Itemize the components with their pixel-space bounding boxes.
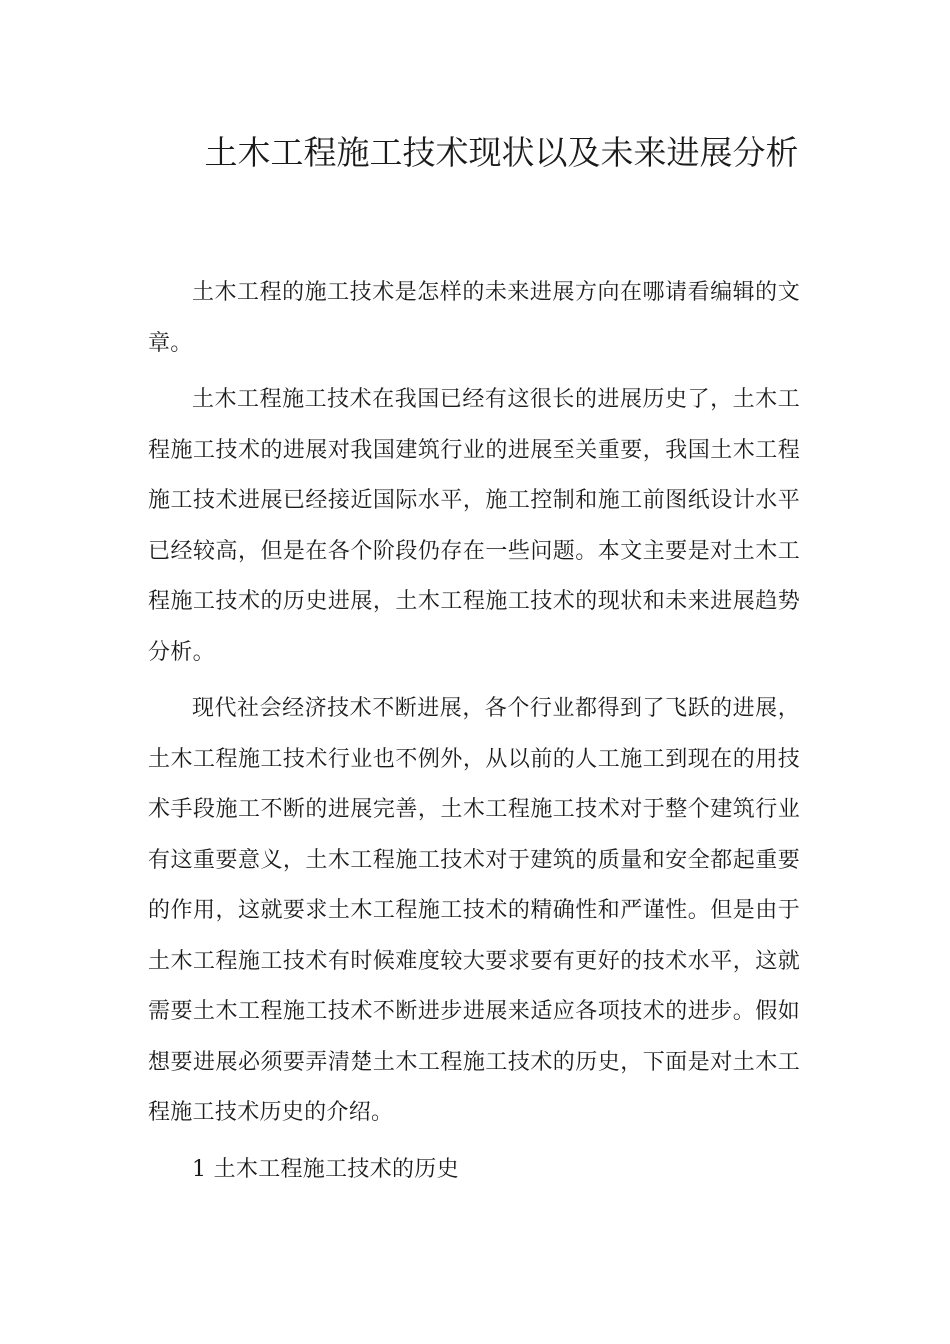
section-heading-history: 1 土木工程施工技术的历史	[192, 1156, 459, 1182]
paragraph-modern-development: 现代社会经济技术不断进展，各个行业都得到了飞跃的进展，土木工程施工技术行业也不例外，从以前的人工施工到现在的用技术手段施工不断的进展完善，土木工程施工技术对于整个建筑行业有这重要意义，土木工程施工技术对于建筑的质量和安全都起重要的作用，这就要求土木工程施工技术的精确性和严谨性。但是由于土木工程施工技术有时候难度较大要求要有更好的技术水平，这就需要土木工程施工技术不断进步进展来适应各项技术的进步。假如想要进展必须要弄清楚土木工程施工技术的历史，下面是对土木工程施工技术历史的介绍。	[148, 696, 800, 1125]
document-body	[148, 268, 800, 1195]
document-title: 土木工程施工技术现状以及未来进展分析	[204, 133, 799, 172]
paragraph-history-overview: 土木工程施工技术在我国已经有这很长的进展历史了，土木工程施工技术的进展对我国建筑行业的进展至关重要，我国土木工程施工技术进展已经接近国际水平，施工控制和施工前图纸设计水平已经较高，但是在各个阶段仍存在一些问题。本文主要是对土木工程施工技术的历史进展，土木工程施工技术的现状和未来进展趋势分析。	[148, 387, 800, 665]
paragraph-intro: 土木工程的施工技术是怎样的未来进展方向在哪请看编辑的文章。	[148, 280, 800, 356]
